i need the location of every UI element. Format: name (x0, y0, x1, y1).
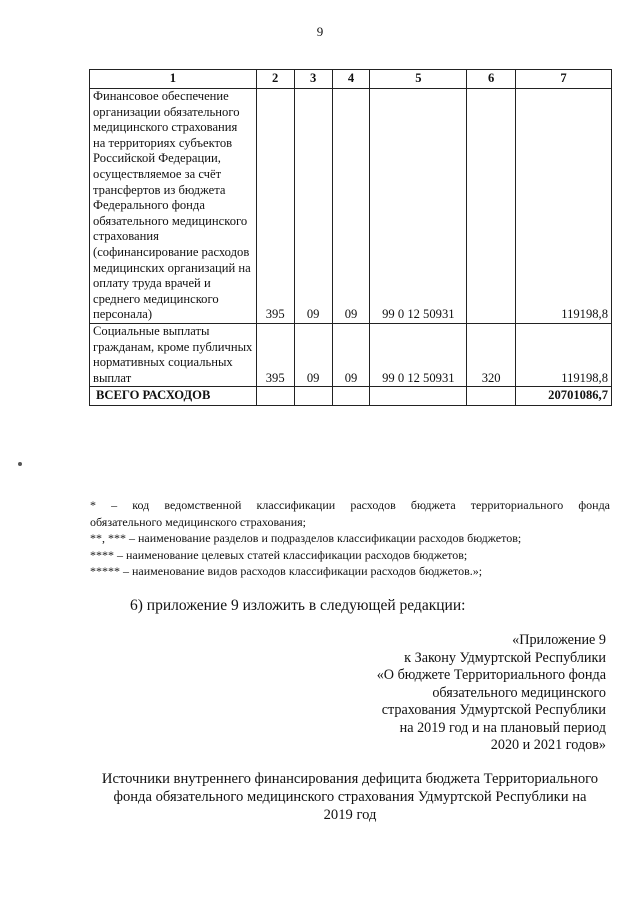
footnote-line: ***** – наименование видов расходов классификации расходов бюджетов.»; (90, 564, 483, 579)
empty-cell (332, 387, 370, 406)
empty-cell (256, 387, 294, 406)
footnote-line: обязательного медицинского страхования; (90, 514, 306, 529)
subsection-code-cell: 09 (332, 89, 370, 324)
column-header-4: 4 (332, 70, 370, 89)
column-header-6: 6 (467, 70, 516, 89)
total-label: ВСЕГО РАСХОДОВ (90, 387, 257, 406)
target-article-cell: 99 0 12 50931 (370, 89, 467, 324)
appendix-line: «О бюджете Территориального фонда (376, 667, 606, 683)
appendix-reference (290, 632, 606, 755)
target-article-cell: 99 0 12 50931 (370, 323, 467, 386)
footnotes (90, 497, 610, 580)
column-header-2: 2 (256, 70, 294, 89)
margin-mark (18, 462, 22, 466)
column-header-1: 1 (90, 70, 257, 89)
heading-line: Источники внутреннего финансирования дефицита бюджета Территориального (101, 771, 599, 787)
expense-type-cell (467, 89, 516, 324)
total-value: 20701086,7 (516, 387, 612, 406)
page-number: 9 (316, 24, 324, 39)
heading-line: 2019 год (323, 806, 377, 823)
ministry-code-cell: 395 (256, 89, 294, 324)
appendix-line: 2020 и 2021 годов» (490, 737, 606, 753)
table-row (90, 89, 612, 324)
expense-name-cell: Финансовое обеспечение организации обязательного медицинского страхования на территориях субъектов Российской Федерации, осуществляемое за счёт трансфертов из бюджета Федерального фонда обязательного медицинского страхования (софинансирование расходов медицинских организаций на оплату труда врачей и среднего медицинского персонала) (90, 89, 257, 324)
empty-cell (294, 387, 332, 406)
appendix-line: на 2019 год и на плановый период (399, 719, 606, 736)
table-header-row (90, 70, 612, 89)
amount-cell: 119198,8 (516, 89, 612, 324)
ministry-code-cell: 395 (256, 323, 294, 386)
expense-name-cell: Социальные выплаты гражданам, кроме публичных нормативных социальных выплат (90, 323, 257, 386)
section-code-cell: 09 (294, 89, 332, 324)
total-row (90, 387, 612, 406)
amount-cell: 119198,8 (516, 323, 612, 386)
appendix-line: обязательного медицинского (432, 684, 606, 701)
footnote-line: **** – наименование целевых статей классификации расходов бюджетов; (90, 547, 468, 562)
footnote-line: **, *** – наименование разделов и подразделов классификации расходов бюджетов; (90, 531, 522, 546)
subsection-code-cell: 09 (332, 323, 370, 386)
heading-line: фонда обязательного медицинского страхования Удмуртской Республики на (113, 788, 587, 805)
amendment-instruction: 6) приложение 9 изложить в следующей редакции: (130, 597, 466, 614)
column-header-7: 7 (516, 70, 612, 89)
column-header-5: 5 (370, 70, 467, 89)
section-heading (80, 771, 620, 824)
table-row (90, 323, 612, 386)
appendix-line: «Приложение 9 (512, 632, 606, 648)
appendix-line: к Закону Удмуртской Республики (404, 649, 606, 666)
column-header-3: 3 (294, 70, 332, 89)
expense-type-cell: 320 (467, 323, 516, 386)
footnote-line: * – код ведомственной классификации расходов бюджета территориального фонда (90, 498, 610, 512)
budget-expenses-table (89, 69, 612, 406)
empty-cell (370, 387, 467, 406)
empty-cell (467, 387, 516, 406)
appendix-line: страхования Удмуртской Республики (381, 702, 606, 718)
section-code-cell: 09 (294, 323, 332, 386)
